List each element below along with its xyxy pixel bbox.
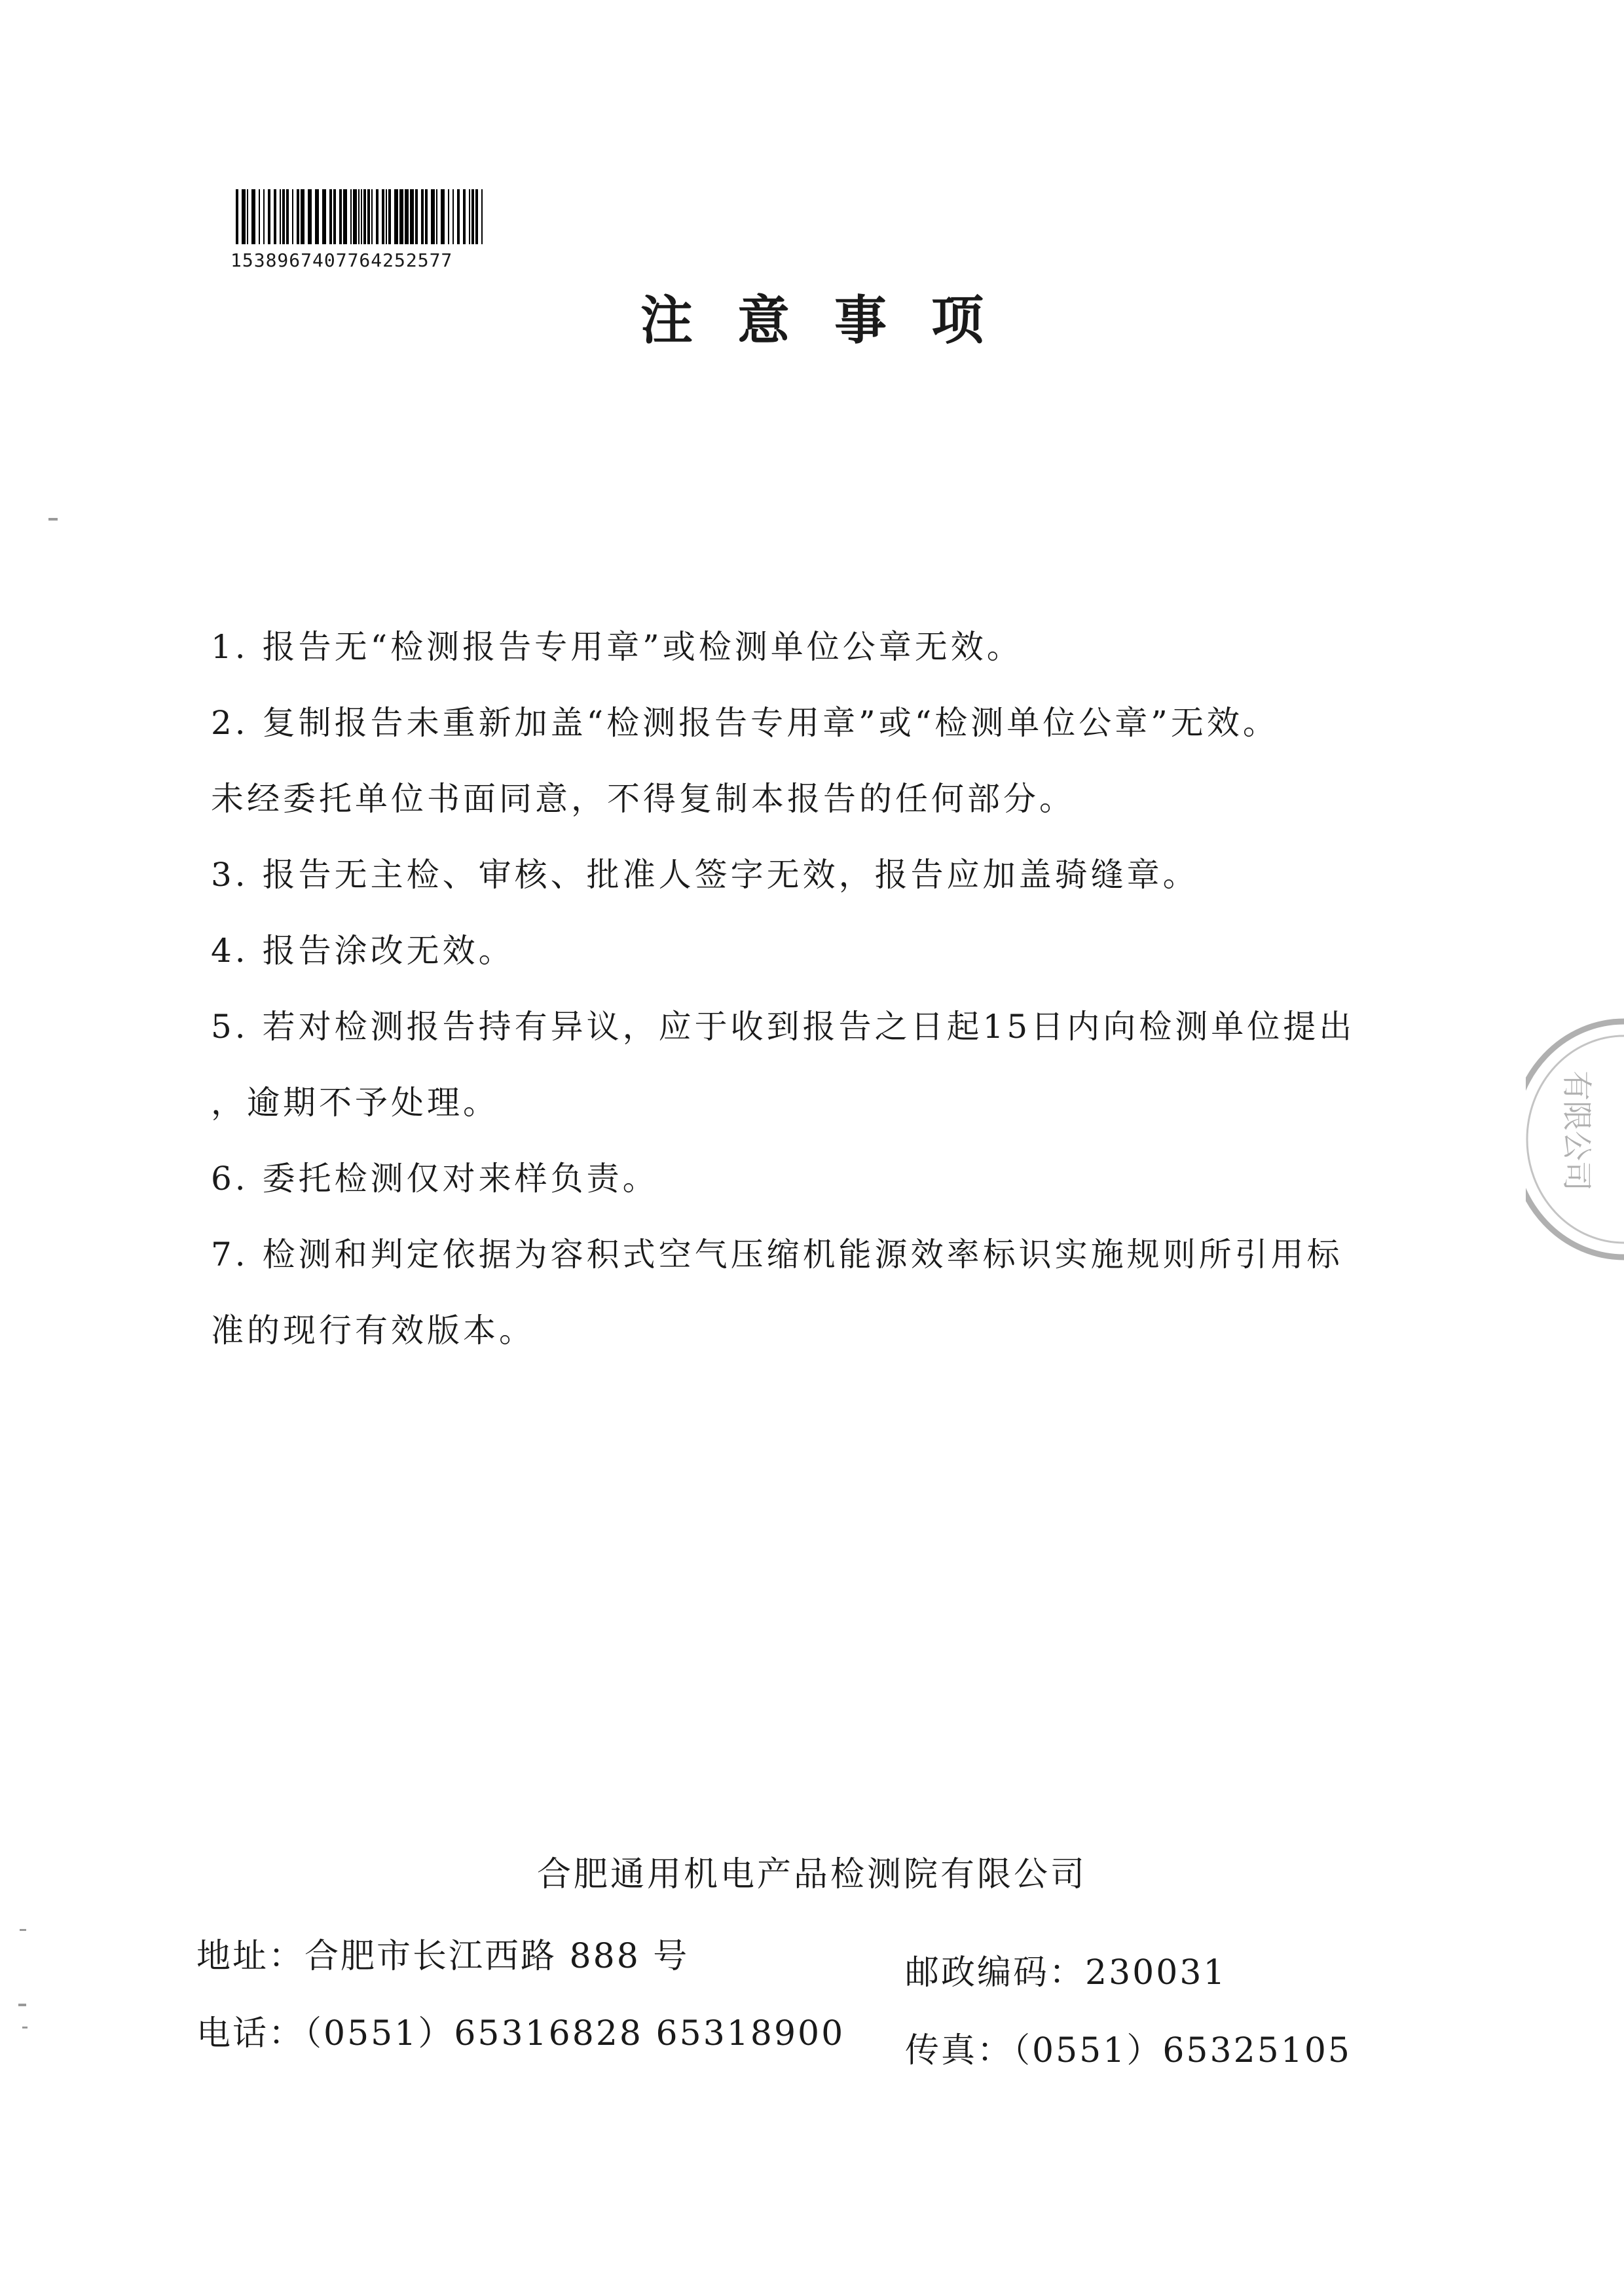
barcode-bar bbox=[353, 189, 357, 244]
note-item-1: 1. 报告无“检测报告专用章”或检测单位公章无效。 bbox=[211, 628, 1023, 666]
barcode-bar bbox=[286, 189, 289, 244]
barcode-bar bbox=[297, 189, 299, 244]
barcode-number: 1538967407764252577 bbox=[231, 249, 453, 271]
barcode-bar bbox=[405, 189, 409, 244]
notes-list bbox=[211, 609, 1390, 1368]
address-line: 地址：合肥市长江西路 888 号 bbox=[196, 1937, 690, 1976]
barcode-bar bbox=[425, 189, 428, 244]
barcode-bar bbox=[371, 189, 373, 244]
barcode-bar bbox=[376, 189, 378, 244]
barcode-bar bbox=[410, 189, 414, 244]
note-item-7: 7. 检测和判定依据为容积式空气压缩机能源效率标识实施规则所引用标 bbox=[211, 1236, 1343, 1274]
barcode-bar bbox=[363, 189, 366, 244]
barcode-bar bbox=[242, 189, 246, 244]
note-item-5: 5. 若对检测报告持有异议，应于收到报告之日起15日内向检测单位提出 bbox=[211, 1008, 1356, 1046]
barcode-bar bbox=[463, 189, 466, 244]
note-item-7-continuation: 准的现行有效版本。 bbox=[211, 1312, 535, 1349]
page-title bbox=[0, 278, 1624, 354]
barcode-bar bbox=[308, 189, 312, 244]
note-item-2: 2. 复制报告未重新加盖“检测报告专用章”或“检测单位公章”无效。 bbox=[211, 704, 1279, 742]
barcode-bar bbox=[282, 189, 285, 244]
barcode-bar bbox=[315, 189, 319, 244]
barcode-bar bbox=[382, 189, 384, 244]
barcode-bar bbox=[274, 189, 276, 244]
barcode-bar bbox=[247, 189, 248, 244]
scan-speck bbox=[48, 518, 58, 521]
postcode-line: 邮政编码：230031 bbox=[905, 1953, 1227, 1992]
note-item-2-continuation: 未经委托单位书面同意，不得复制本报告的任何部分。 bbox=[211, 780, 1075, 818]
title-char: 意 bbox=[737, 289, 790, 351]
barcode-bar bbox=[350, 189, 352, 244]
note-item-3: 3. 报告无主检、审核、批准人签字无效，报告应加盖骑缝章。 bbox=[211, 856, 1199, 894]
barcode-bar bbox=[481, 189, 483, 244]
fax-line: 传真：（0551）65325105 bbox=[905, 2031, 1352, 2070]
barcode-bar bbox=[399, 189, 403, 244]
barcode-bar bbox=[415, 189, 418, 244]
barcode-bar bbox=[333, 189, 336, 244]
barcode-bar bbox=[471, 189, 474, 244]
barcode-bar bbox=[263, 189, 265, 244]
barcode-bar bbox=[259, 189, 260, 244]
barcode-bar bbox=[436, 189, 437, 244]
barcode-bar bbox=[280, 189, 281, 244]
barcode-bar bbox=[361, 189, 362, 244]
title-char: 项 bbox=[931, 289, 984, 351]
barcode-bar bbox=[329, 189, 332, 244]
barcode-bar bbox=[448, 189, 449, 244]
barcode-image bbox=[236, 189, 487, 244]
barcode-bar bbox=[421, 189, 424, 244]
barcode-bar bbox=[441, 189, 445, 244]
phone-line: 电话：（0551）65316828 65318900 bbox=[196, 2014, 845, 2053]
scan-speck bbox=[22, 2027, 28, 2029]
note-item-5-continuation: ，逾期不予处理。 bbox=[211, 1084, 499, 1122]
svg-text:有限公司: 有限公司 bbox=[1559, 1071, 1595, 1191]
barcode-bar bbox=[301, 189, 304, 244]
barcode-bar bbox=[475, 189, 478, 244]
barcode-bar bbox=[236, 189, 238, 244]
barcode-bar bbox=[251, 189, 255, 244]
barcode-bar bbox=[469, 189, 470, 244]
barcode-bar bbox=[268, 189, 270, 244]
barcode-bar bbox=[343, 189, 347, 244]
scan-speck bbox=[18, 2004, 26, 2006]
barcode-bar bbox=[339, 189, 342, 244]
note-item-6: 6. 委托检测仅对来样负责。 bbox=[211, 1160, 659, 1198]
title-char: 事 bbox=[834, 289, 887, 351]
seal-stamp-fragment bbox=[1526, 1008, 1624, 1270]
barcode-bar bbox=[394, 189, 398, 244]
barcode-bar bbox=[292, 189, 293, 244]
barcode-bar bbox=[386, 189, 387, 244]
barcode-bar bbox=[322, 189, 326, 244]
barcode-bar bbox=[367, 189, 370, 244]
note-item-4: 4. 报告涂改无效。 bbox=[211, 932, 515, 970]
barcode-bar bbox=[431, 189, 435, 244]
scan-speck bbox=[20, 1929, 26, 1931]
barcode-bar bbox=[457, 189, 460, 244]
company-name: 合肥通用机电产品检测院有限公司 bbox=[536, 1855, 1087, 1894]
barcode-bar bbox=[358, 189, 360, 244]
barcode-bar bbox=[388, 189, 391, 244]
title-char: 注 bbox=[640, 289, 693, 351]
barcode-bar bbox=[452, 189, 454, 244]
